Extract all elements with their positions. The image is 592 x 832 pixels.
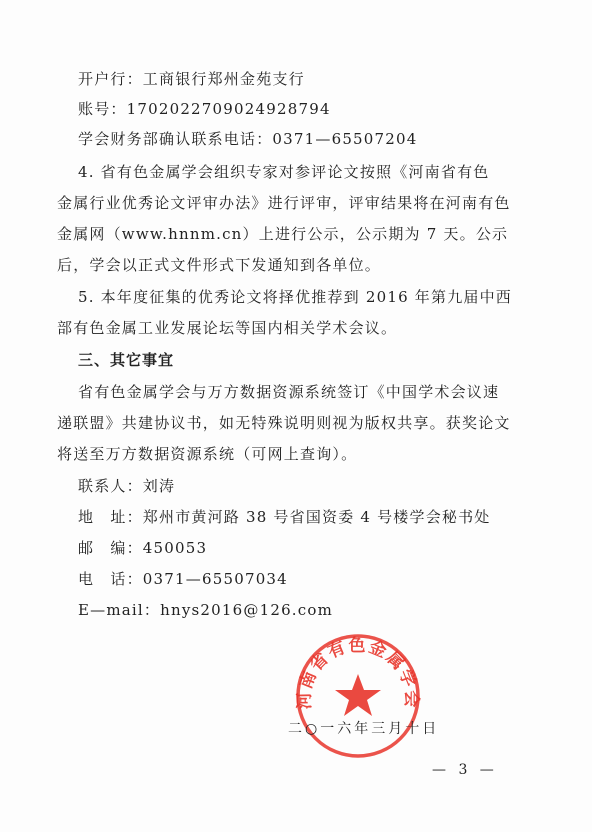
item4-line-1: 4. 省有色金属学会组织专家对参评论文按照《河南省有色 — [78, 163, 490, 181]
section3-para-line-1: 省有色金属学会与万方数据资源系统签订《中国学术会议速 — [78, 383, 500, 401]
finance-phone-line: 学会财务部确认联系电话：0371—65507204 — [78, 130, 418, 148]
item5-line-1: 5. 本年度征集的优秀论文将择优推荐到 2016 年第九届中西 — [78, 288, 512, 306]
seal-text: 河南省有色金属学会 — [294, 635, 422, 710]
item5-line-2: 部有色金属工业发展论坛等国内相关学术会议。 — [57, 319, 398, 337]
official-seal — [292, 630, 424, 762]
page-number: — 3 — — [432, 762, 498, 778]
section3-para-line-3: 将送至万方数据资源系统（可网上查询）。 — [57, 445, 358, 463]
contact-phone: 电 话：0371—65507034 — [78, 570, 288, 588]
contact-postcode: 邮 编：450053 — [78, 539, 208, 557]
item4-line-3: 金属网（www.hnnm.cn）上进行公示，公示期为 7 天。公示 — [57, 225, 509, 243]
contact-person: 联系人：刘涛 — [78, 477, 176, 495]
section-heading: 三、其它事宜 — [78, 351, 175, 369]
account-number-line: 账号：1702022709024928794 — [78, 100, 331, 118]
item4-line-2: 金属行业优秀论文评审办法》进行评审，评审结果将在河南有色 — [57, 194, 511, 212]
contact-address: 地 址：郑州市黄河路 38 号省国资委 4 号楼学会秘书处 — [78, 508, 491, 526]
item4-line-4: 后，学会以正式文件形式下发通知到各单位。 — [57, 256, 382, 274]
bank-branch-line: 开户行：工商银行郑州金苑支行 — [78, 70, 305, 88]
issue-date: 二○一六年三月十日 — [288, 721, 440, 737]
star-icon — [335, 674, 381, 716]
contact-email: E—mail：hnys2016@126.com — [78, 601, 334, 619]
section3-para-line-2: 递联盟》共建协议书，如无特殊说明则视为版权共享。获奖论文 — [57, 414, 511, 432]
